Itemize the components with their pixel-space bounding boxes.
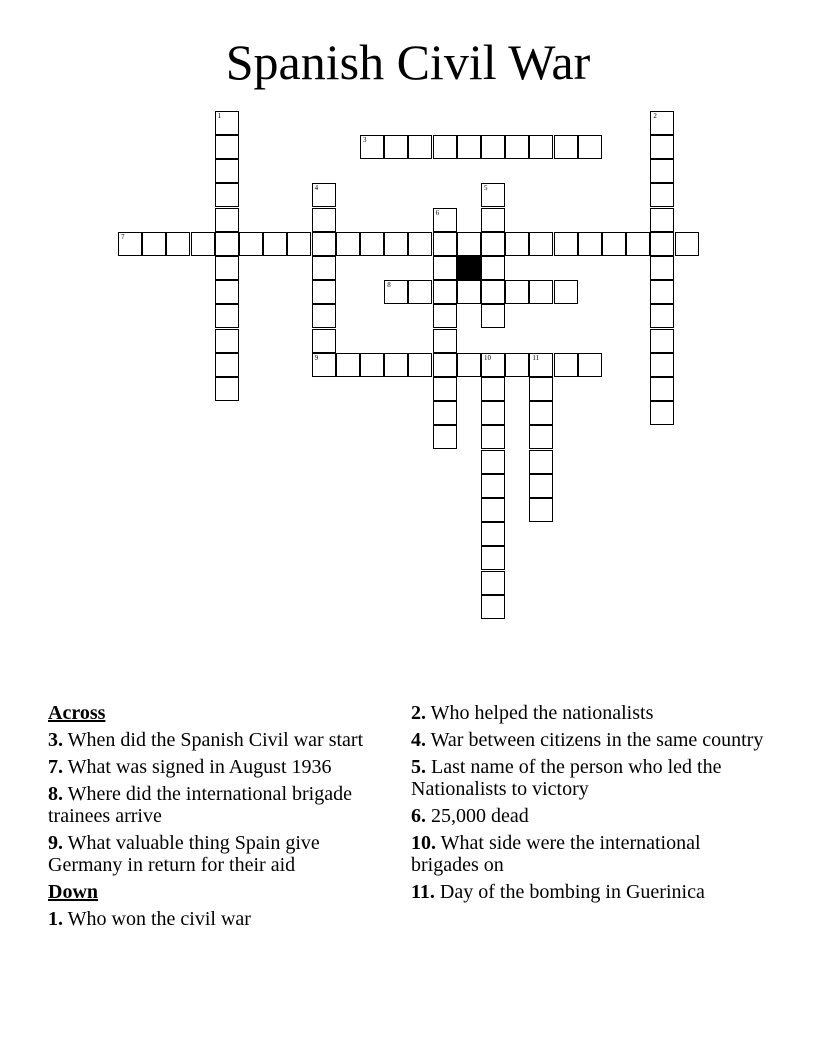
grid-cell[interactable] — [360, 353, 384, 377]
clue-number: 4. — [411, 729, 426, 751]
grid-cell[interactable] — [481, 377, 505, 401]
grid-cell[interactable] — [481, 208, 505, 232]
clue — [48, 908, 388, 930]
grid-cell[interactable] — [215, 280, 239, 304]
grid-cell[interactable] — [215, 208, 239, 232]
clue-number: 11. — [411, 881, 435, 903]
grid-cell[interactable] — [529, 135, 553, 159]
grid-cell[interactable] — [336, 232, 360, 256]
grid-cell[interactable] — [505, 280, 529, 304]
clue-text: Last name of the person who led the Nationalists to victory — [411, 756, 722, 800]
grid-cell[interactable] — [360, 232, 384, 256]
grid-cell[interactable] — [626, 232, 650, 256]
grid-cell[interactable] — [650, 401, 674, 425]
grid-cell[interactable] — [529, 353, 553, 377]
clue-list-left — [48, 702, 388, 935]
grid-cell[interactable] — [433, 425, 457, 449]
grid-cell[interactable] — [312, 256, 336, 280]
grid-cell[interactable] — [481, 353, 505, 377]
clue-number-label: 11 — [532, 353, 540, 362]
clue-number-label: 7 — [121, 232, 125, 241]
black-cell — [457, 256, 481, 280]
grid-cell[interactable] — [505, 232, 529, 256]
clue — [48, 729, 388, 751]
grid-cell[interactable] — [529, 425, 553, 449]
clue-number: 7. — [48, 756, 63, 778]
grid-cell[interactable] — [408, 280, 432, 304]
grid-cell[interactable] — [529, 450, 553, 474]
grid-cell[interactable] — [481, 401, 505, 425]
grid-cell[interactable] — [554, 232, 578, 256]
grid-cell[interactable] — [650, 304, 674, 328]
grid-cell[interactable] — [650, 353, 674, 377]
grid-cell[interactable] — [481, 450, 505, 474]
grid-cell[interactable] — [578, 353, 602, 377]
clue-number-label: 6 — [435, 208, 440, 217]
grid-cell[interactable] — [433, 256, 457, 280]
grid-cell[interactable] — [360, 135, 384, 159]
grid-cell[interactable] — [336, 353, 360, 377]
clue-text: Day of the bombing in Guerinica — [434, 881, 705, 903]
clue-text: When did the Spanish Civil war start — [63, 729, 364, 751]
grid-cell[interactable] — [408, 232, 432, 256]
grid-cell[interactable] — [529, 377, 553, 401]
grid-cell[interactable] — [554, 280, 578, 304]
grid-cell[interactable] — [481, 280, 505, 304]
grid-cell[interactable] — [312, 232, 336, 256]
grid-cell[interactable] — [529, 498, 553, 522]
clue-number-label: 3 — [363, 136, 367, 144]
grid-cell[interactable] — [650, 280, 674, 304]
clue — [411, 756, 771, 800]
clue-text: Who won the civil war — [63, 908, 251, 930]
clue-text: What side were the international brigades on — [411, 832, 701, 876]
grid-cell[interactable] — [650, 111, 674, 135]
grid-cell[interactable] — [481, 425, 505, 449]
clue — [411, 729, 771, 751]
grid-cell[interactable] — [433, 377, 457, 401]
page-title: Spanish Civil War — [225, 34, 591, 90]
grid-cell[interactable] — [650, 208, 674, 232]
grid-cell[interactable] — [312, 304, 336, 328]
clue-number: 1. — [48, 908, 63, 930]
grid-cell[interactable] — [481, 498, 505, 522]
grid-cell[interactable] — [481, 595, 505, 619]
grid-cell[interactable] — [481, 256, 505, 280]
clue-text: What was signed in August 1936 — [63, 756, 332, 778]
grid-cell[interactable] — [384, 280, 408, 304]
clue-number-label: 2 — [653, 111, 657, 120]
grid-cell[interactable] — [312, 183, 336, 207]
clue-number: 3. — [48, 729, 63, 751]
grid-cell[interactable] — [481, 474, 505, 498]
grid-cell[interactable] — [312, 353, 336, 377]
grid-cell[interactable] — [312, 280, 336, 304]
grid-cell[interactable] — [650, 329, 674, 353]
grid-cell[interactable] — [457, 135, 481, 159]
grid-cell[interactable] — [433, 232, 457, 256]
clue-number-label: 1 — [217, 111, 222, 120]
clue-text: Who helped the nationalists — [426, 702, 654, 724]
clue — [48, 756, 388, 778]
clue-number: 9. — [48, 832, 63, 854]
grid-cell[interactable] — [650, 159, 674, 183]
grid-cell[interactable] — [650, 256, 674, 280]
grid-cell[interactable] — [529, 280, 553, 304]
clue-list-right — [411, 702, 771, 908]
grid-cell[interactable] — [675, 232, 699, 256]
clue-number: 2. — [411, 702, 426, 724]
grid-cell[interactable] — [384, 135, 408, 159]
grid-cell[interactable] — [554, 135, 578, 159]
grid-cell[interactable] — [215, 183, 239, 207]
grid-cell[interactable] — [481, 304, 505, 328]
clue-number-label: 5 — [484, 184, 488, 193]
grid-cell[interactable] — [215, 135, 239, 159]
clue — [411, 832, 771, 876]
grid-cell[interactable] — [529, 232, 553, 256]
clue-number: 8. — [48, 783, 63, 805]
grid-cell[interactable] — [384, 353, 408, 377]
clue-number-label: 4 — [314, 184, 319, 193]
grid-cell[interactable] — [433, 304, 457, 328]
grid-cell[interactable] — [433, 208, 457, 232]
clue-number: 10. — [411, 832, 436, 854]
grid-cell[interactable] — [481, 522, 505, 546]
grid-cell[interactable] — [433, 329, 457, 353]
grid-cell[interactable] — [215, 256, 239, 280]
grid-cell[interactable] — [650, 183, 674, 207]
grid-cell[interactable] — [481, 232, 505, 256]
clue-text: Where did the international brigade trainees arrive — [48, 783, 352, 827]
grid-cell[interactable] — [505, 353, 529, 377]
grid-cell[interactable] — [650, 232, 674, 256]
grid-cell[interactable] — [215, 353, 239, 377]
grid-cell[interactable] — [408, 353, 432, 377]
grid-cell[interactable] — [433, 135, 457, 159]
clue-text: 25,000 dead — [426, 805, 529, 827]
grid-cell[interactable] — [433, 353, 457, 377]
grid-cell[interactable] — [312, 208, 336, 232]
clue — [411, 805, 771, 827]
grid-cell[interactable] — [554, 353, 578, 377]
grid-cell[interactable] — [191, 232, 215, 256]
clue-text: What valuable thing Spain give Germany in return for their aid — [48, 832, 320, 876]
grid-cell[interactable] — [312, 329, 336, 353]
grid-cell[interactable] — [384, 232, 408, 256]
grid-cell[interactable] — [287, 232, 311, 256]
grid-cell[interactable] — [481, 571, 505, 595]
grid-cell[interactable] — [650, 377, 674, 401]
grid-cell[interactable] — [263, 232, 287, 256]
grid-cell[interactable] — [433, 280, 457, 304]
clue-number-label: 9 — [314, 353, 319, 362]
grid-cell[interactable] — [215, 304, 239, 328]
clue-number: 6. — [411, 805, 426, 827]
grid-cell[interactable] — [215, 377, 239, 401]
grid-cell[interactable] — [481, 546, 505, 570]
grid-cell[interactable] — [239, 232, 263, 256]
grid-cell[interactable] — [118, 232, 142, 256]
grid-cell[interactable] — [578, 232, 602, 256]
grid-cell[interactable] — [166, 232, 190, 256]
grid-cell[interactable] — [602, 232, 626, 256]
grid-cell[interactable] — [578, 135, 602, 159]
grid-cell[interactable] — [215, 329, 239, 353]
grid-cell[interactable] — [529, 401, 553, 425]
clue — [411, 881, 771, 903]
grid-cell[interactable] — [215, 111, 239, 135]
clue-heading: Down — [48, 881, 99, 903]
grid-cell[interactable] — [142, 232, 166, 256]
grid-cell[interactable] — [529, 474, 553, 498]
grid-cell[interactable] — [408, 135, 432, 159]
clue-number: 5. — [411, 756, 426, 778]
grid-cell[interactable] — [457, 232, 481, 256]
grid-cell[interactable] — [457, 280, 481, 304]
clue-number-label: 8 — [387, 281, 391, 290]
clue — [411, 702, 771, 724]
clue — [48, 783, 388, 827]
clue-text: War between citizens in the same country — [426, 729, 764, 751]
clue — [48, 832, 388, 876]
grid-cell[interactable] — [650, 135, 674, 159]
grid-cell[interactable] — [215, 159, 239, 183]
grid-cell[interactable] — [481, 183, 505, 207]
grid-cell[interactable] — [505, 135, 529, 159]
grid-cell[interactable] — [215, 232, 239, 256]
clue-heading: Across — [48, 702, 106, 724]
grid-cell[interactable] — [433, 401, 457, 425]
grid-cell[interactable] — [457, 353, 481, 377]
grid-cell[interactable] — [481, 135, 505, 159]
clue-number-label: 10 — [484, 353, 491, 362]
